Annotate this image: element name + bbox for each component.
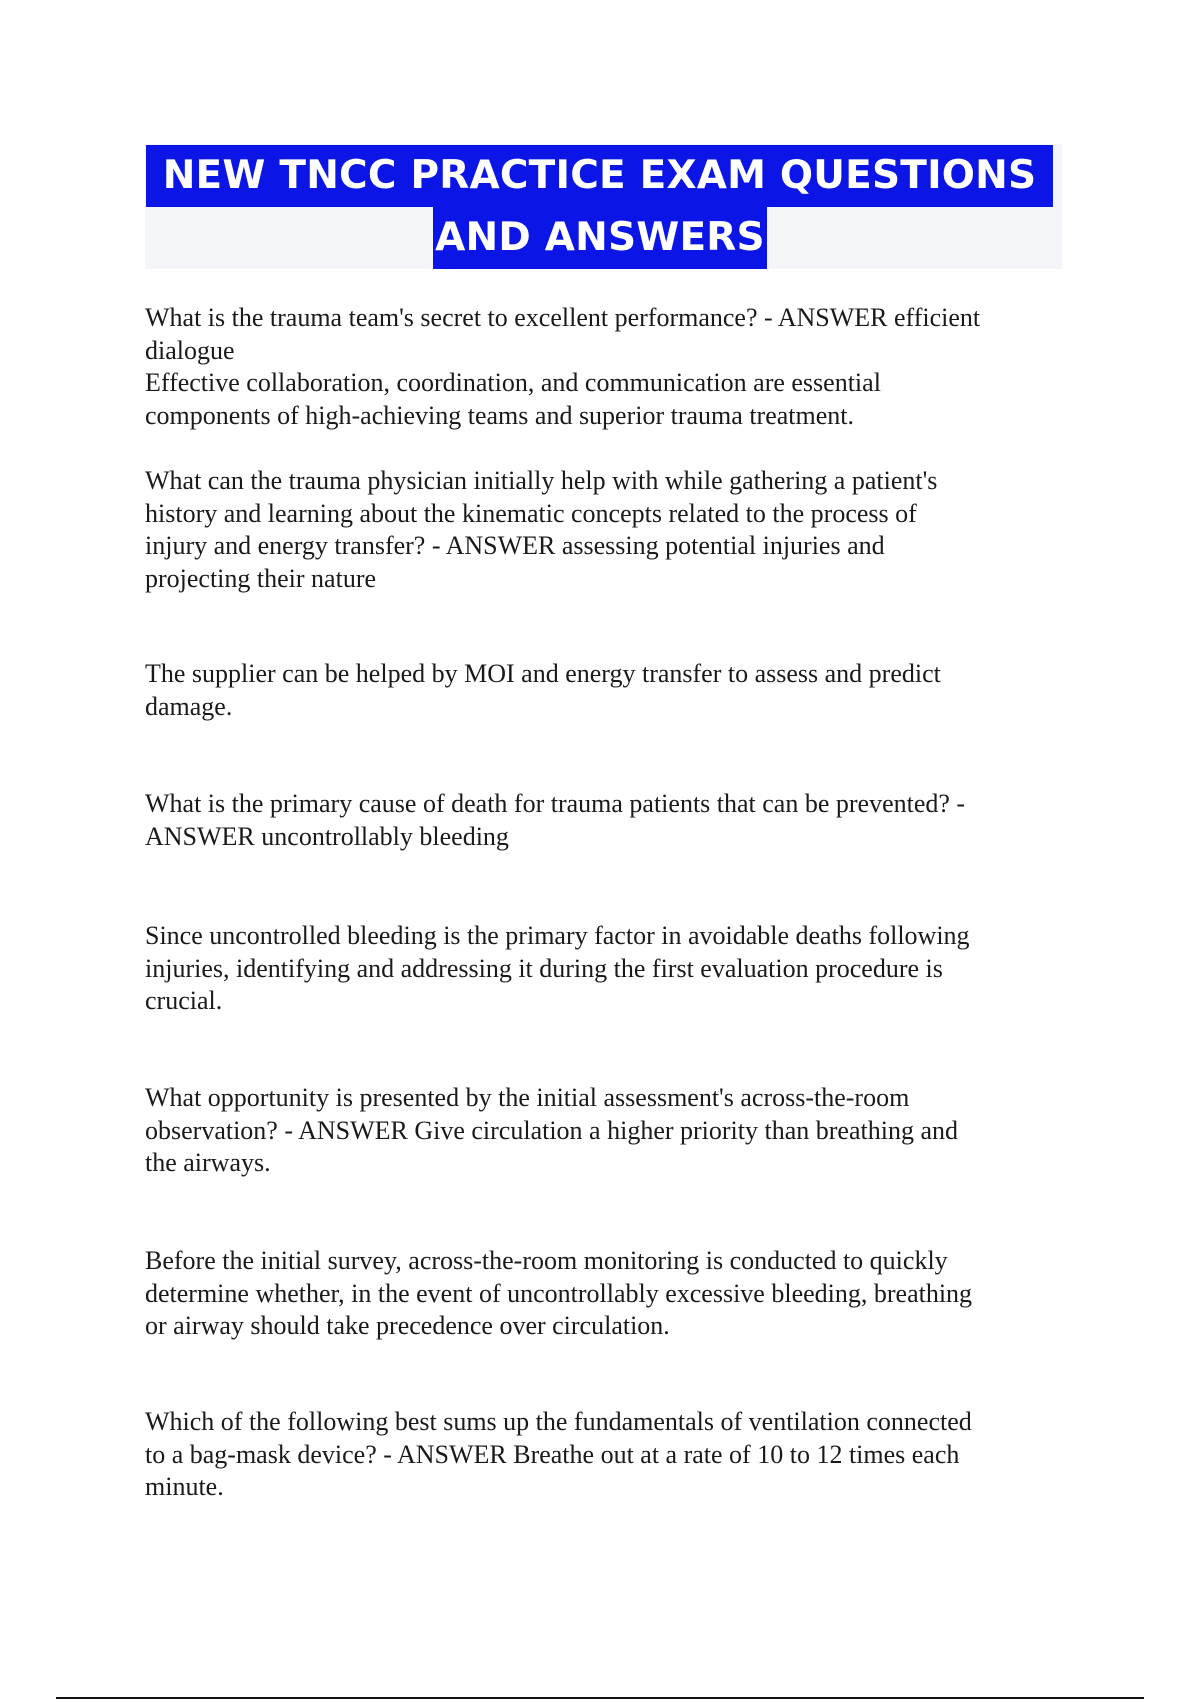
paragraph-line: ANSWER uncontrollably bleeding — [145, 821, 509, 851]
document-title-line-1: NEW TNCC PRACTICE EXAM QUESTIONS — [146, 145, 1053, 207]
explanation-paragraph-2 — [145, 920, 1065, 1018]
paragraph-line: Which of the following best sums up the fundamentals of ventilation connected — [145, 1407, 972, 1436]
document-title-line-2: AND ANSWERS — [433, 207, 767, 269]
paragraph-line: projecting their nature — [145, 563, 377, 593]
paragraph-line: What opportunity is presented by the initial assessment's across-the-room — [145, 1083, 910, 1112]
paragraph-line: dialogue — [145, 335, 235, 365]
paragraph-line: damage. — [145, 691, 233, 721]
page-bottom-rule — [56, 1697, 1144, 1699]
paragraph-line: Before the initial survey, across-the-room monitoring is conducted to quickly — [145, 1246, 948, 1275]
paragraph-line: the airways. — [145, 1148, 271, 1177]
paragraph-line: to a bag-mask device? - ANSWER Breathe out at a rate of 10 to 12 times each — [145, 1439, 960, 1469]
paragraph-line: components of high-achieving teams and superior trauma treatment. — [145, 400, 854, 430]
paragraph-line: or airway should take precedence over circulation. — [145, 1311, 670, 1340]
qa-paragraph-4 — [145, 1082, 1065, 1180]
qa-paragraph-1 — [145, 302, 1065, 432]
qa-paragraph-5 — [145, 1406, 1065, 1504]
paragraph-line: What can the trauma physician initially help with while gathering a patient's — [145, 466, 938, 495]
qa-paragraph-3 — [145, 788, 1065, 853]
paragraph-line: minute. — [145, 1472, 224, 1501]
paragraph-line: determine whether, in the event of uncontrollably excessive bleeding, breathing — [145, 1278, 973, 1308]
paragraph-line: history and learning about the kinematic concepts related to the process of — [145, 498, 917, 528]
paragraph-line: What is the trauma team's secret to excellent performance? - ANSWER efficient — [145, 303, 981, 332]
paragraph-line: The supplier can be helped by MOI and energy transfer to assess and predict — [145, 659, 941, 688]
explanation-paragraph-1 — [145, 658, 1065, 723]
paragraph-line: Since uncontrolled bleeding is the primary factor in avoidable deaths following — [145, 921, 970, 950]
paragraph-line: crucial. — [145, 986, 223, 1015]
paragraph-line: injuries, identifying and addressing it during the first evaluation procedure is — [145, 953, 943, 983]
paragraph-line: observation? - ANSWER Give circulation a higher priority than breathing and — [145, 1115, 958, 1145]
paragraph-line: What is the primary cause of death for trauma patients that can be prevented? - — [145, 789, 966, 818]
paragraph-line: injury and energy transfer? - ANSWER assessing potential injuries and — [145, 531, 885, 560]
qa-paragraph-2 — [145, 465, 1065, 595]
paragraph-line: Effective collaboration, coordination, and communication are essential — [145, 368, 881, 397]
explanation-paragraph-3 — [145, 1245, 1065, 1343]
